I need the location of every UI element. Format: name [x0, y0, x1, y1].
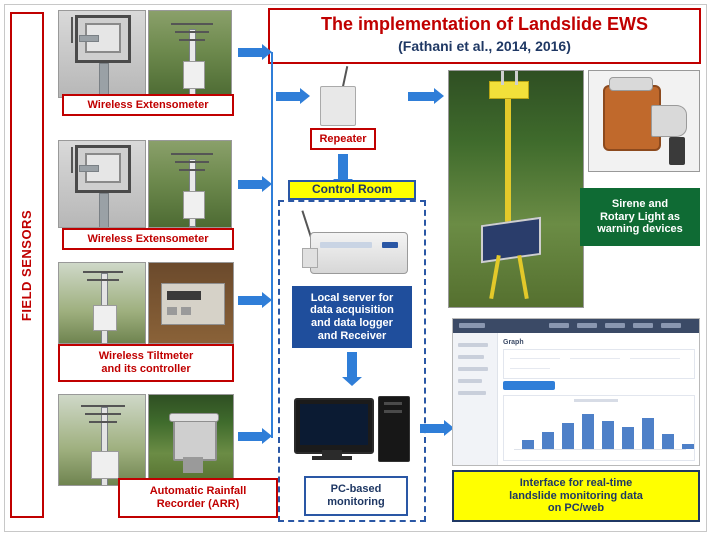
siren-label-line-3: warning devices: [597, 223, 683, 236]
arr-label-line2: Recorder (ARR): [156, 498, 240, 510]
automatic-rainfall-recorder-photo: [58, 394, 146, 486]
local-server-line-3: and data logger: [311, 317, 393, 329]
wireless-extensometer-1-photo: [58, 10, 146, 98]
pc-monitoring-label: [304, 476, 408, 516]
arrow-sensor4-to-center: [238, 428, 272, 445]
arr-label-line1: Automatic Rainfall: [149, 485, 247, 498]
title-box: [268, 8, 701, 64]
wireless-extensometer-2-field-photo: [148, 140, 232, 228]
siren-label-line-2: Rotary Light as: [599, 210, 681, 223]
interface-label-line-3: on PC/web: [547, 502, 605, 515]
local-server-line-1: Local server for: [310, 291, 394, 304]
wireless-tiltmeter-label: [58, 344, 234, 382]
repeater-photo: [316, 66, 360, 126]
field-sensors-band: [10, 12, 44, 518]
arrow-sensor2-to-center: [238, 176, 272, 193]
pc-monitoring-photo: [292, 392, 414, 470]
page-subtitle: (Fathani et al., 2014, 2016): [398, 38, 571, 54]
siren-rotary-light-photo: [588, 70, 700, 172]
dashboard-top-bar: [453, 319, 699, 333]
automatic-rainfall-recorder-label: [118, 478, 278, 518]
web-dashboard-screenshot[interactable]: [452, 318, 700, 466]
rain-gauge-photo: [148, 394, 234, 486]
interface-label-line-1: Interface for real-time: [519, 477, 633, 490]
arrow-sensor3-to-center: [238, 292, 272, 309]
pc-monitoring-line-2: monitoring: [327, 496, 385, 508]
siren-rotary-light-label: [580, 188, 700, 246]
arrow-pc-to-interface: [420, 420, 454, 437]
local-server-line-4: and Receiver: [317, 329, 387, 342]
wireless-extensometer-1-label: Wireless Extensometer: [62, 94, 234, 116]
pc-monitoring-line-1: PC-based: [330, 483, 382, 496]
arrow-sensor1-to-center: [238, 44, 272, 61]
arrow-repeater-to-field-station: [408, 88, 446, 105]
arrow-server-to-pc: [342, 352, 362, 386]
wireless-extensometer-1-field-photo: [148, 10, 232, 98]
dashboard-page-title: Graph: [503, 339, 524, 346]
local-server-photo: [290, 208, 416, 284]
control-room-label: Control Room: [288, 180, 416, 200]
sensor-bus-line: [271, 52, 273, 438]
wireless-tiltmeter-photo: [58, 262, 146, 344]
wireless-tiltmeter-label-line1: Wireless Tiltmeter: [98, 350, 194, 363]
interface-label-line-2: landslide monitoring data: [509, 489, 643, 502]
wireless-tiltmeter-label-line2: and its controller: [101, 363, 191, 375]
repeater-label: Repeater: [310, 128, 376, 150]
wireless-extensometer-2-photo: [58, 140, 146, 228]
local-server-line-2: data acquisition: [310, 304, 394, 317]
siren-label-line-1: Sirene and: [611, 198, 669, 211]
dashboard-chart-card: [503, 395, 695, 461]
field-warning-station-photo: [448, 70, 584, 308]
dashboard-filter-card: [503, 349, 695, 379]
dashboard-show-button[interactable]: [503, 381, 555, 390]
tiltmeter-controller-photo: [148, 262, 234, 344]
arrow-to-repeater: [276, 88, 310, 105]
local-server-label: [292, 286, 412, 348]
field-sensors-label: FIELD SENSORS: [19, 209, 35, 321]
dashboard-sidebar[interactable]: [453, 333, 498, 465]
wireless-extensometer-2-label: Wireless Extensometer: [62, 228, 234, 250]
page-title: The implementation of Landslide EWS: [320, 14, 649, 34]
interface-label: [452, 470, 700, 522]
